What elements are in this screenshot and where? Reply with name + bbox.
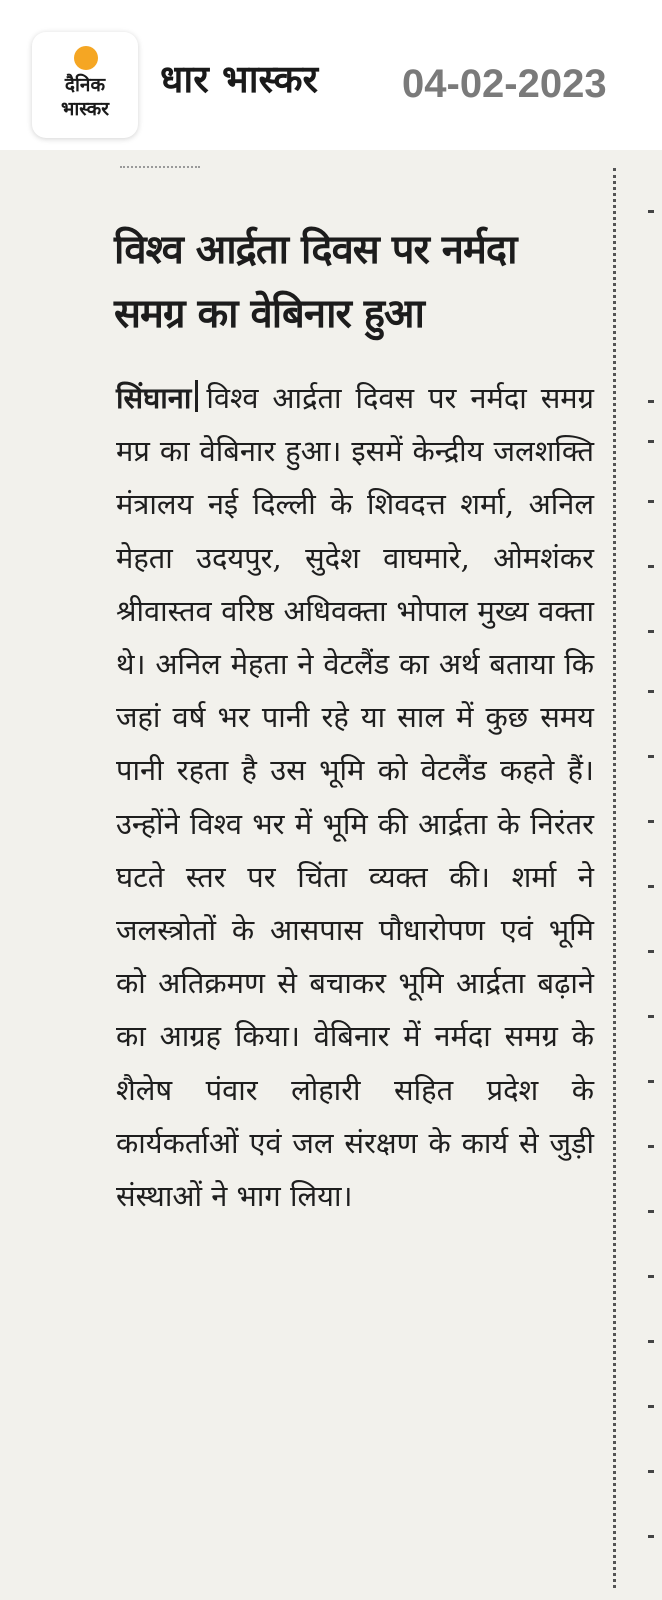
- logo-text-line2: भास्कर: [60, 98, 110, 120]
- article-dateline: सिंघाना: [116, 381, 192, 415]
- adjacent-column-edge: [640, 170, 662, 1570]
- sun-dot-icon: [74, 46, 98, 70]
- publication-name: धार भास्कर: [160, 57, 319, 101]
- dainik-bhaskar-logo[interactable]: [32, 32, 138, 138]
- publication-date: 04-02-2023: [402, 62, 607, 106]
- app-header: [0, 0, 662, 150]
- article-headline: विश्व आर्द्रता दिवस पर नर्मदा समग्र का वेबिनार हुआ: [114, 227, 517, 337]
- logo-text-line1: दैनिक: [64, 74, 106, 96]
- article-text: विश्व आर्द्रता दिवस पर नर्मदा समग्र मप्र का वेबिनार हुआ। इसमें केन्द्रीय जलशक्ति मंत्रालय नई दिल्ली के शिवदत्त शर्मा, अनिल मेहता उदयपुर, सुदेश वाघमारे, ओमशंकर श्रीवास्तव वरिष्ठ अधिवक्ता भोपाल मुख्य वक्ता थे। अनिल मेहता ने वेटलैंड का अर्थ बताया कि जहां वर्ष भर पानी रहे या साल में कुछ समय पानी रहता है उस भूमि को वेटलैंड कहते हैं। उन्होंने विश्व भर में भूमि की आर्द्रता के निरंतर घटते स्तर पर चिंता व्यक्त की। शर्मा ने जलस्त्रोतों के आसपास पौधारोपण एवं भूमि को अतिक्रमण से बचाकर भूमि आर्द्रता बढ़ाने का आग्रह किया। वेबिनार में नर्मदा समग्र के शैलेष पंवार लोहारी सहित प्रदेश के कार्यकर्ताओं एवं जल संरक्षण के कार्य से जुड़ी संस्थाओं ने भाग लिया।: [116, 381, 594, 1214]
- article-body: [116, 372, 594, 1223]
- dateline-separator: [195, 380, 198, 412]
- newspaper-clipping: [0, 150, 662, 1600]
- clipping-edge-marks: [120, 166, 200, 174]
- column-divider: [613, 168, 616, 1588]
